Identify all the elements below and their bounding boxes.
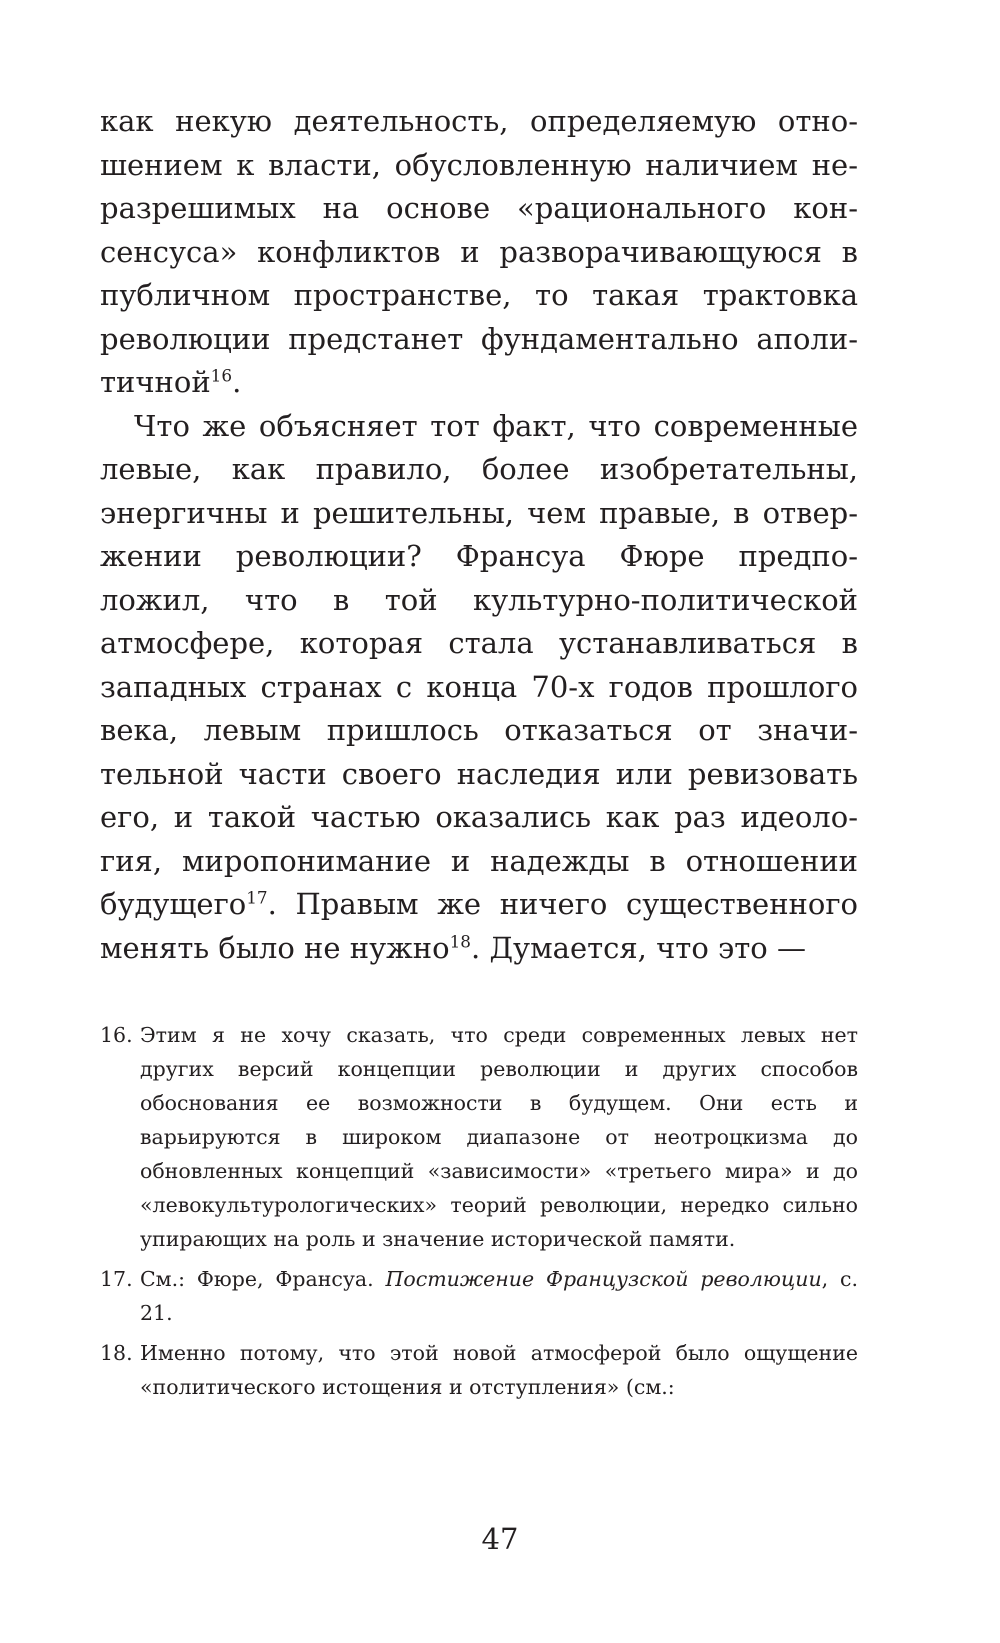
footnote-text: Этим я не хочу сказать, что среди современных левых нет других версий концепции революции и других способов обоснования ее возможности в будущем. Они есть и варьируются в широком диапазоне от неотроцкизма до обновленных концепций «зависимости» «третьего мира» и до «левокультурологических» теорий революции, нередко сильно упирающих на роль и значение исторической памяти. xyxy=(140,1023,858,1251)
page-number: 47 xyxy=(481,1522,519,1556)
page-body xyxy=(100,100,858,970)
footnote-text-before: См.: Фюре, Франсуа. xyxy=(140,1267,386,1291)
paragraph-1 xyxy=(100,100,858,405)
footnote-ref-17[interactable]: 17 xyxy=(246,887,268,908)
footnote-text-after: , с. 21. xyxy=(140,1267,859,1325)
footnote-number: 17. xyxy=(100,1267,133,1291)
footnote-number: 16. xyxy=(100,1023,133,1047)
footnote-number: 18. xyxy=(100,1341,133,1365)
footnote-18 xyxy=(100,1336,858,1404)
footnotes xyxy=(100,1018,858,1410)
paragraph-1-text: как некую деятельность, определяемую отношением к власти, обусловленную наличием неразрешимых на основе «рационального консенсуса» конфликтов и разворачивающуюся в публичном пространстве, то такая трактовка революции предстанет фундаментально аполитичной xyxy=(100,104,858,399)
footnote-17 xyxy=(100,1262,858,1330)
paragraph-2-part3: . Думается, что это — xyxy=(471,930,806,965)
footnote-ref-18[interactable]: 18 xyxy=(449,930,472,951)
paragraph-2-part2: . Правым же ничего существенного менять было не нужно xyxy=(100,887,858,965)
paragraph-1-tail: . xyxy=(232,365,242,399)
main-text xyxy=(100,100,858,970)
footnote-16 xyxy=(100,1018,858,1256)
footnote-ref-16[interactable]: 16 xyxy=(210,365,233,386)
footnote-text: Именно потому, что этой новой атмосферой было ощущение «политического истощения и отступления» (см.: xyxy=(140,1341,858,1399)
paragraph-2 xyxy=(100,405,858,971)
paragraph-2-part1: Что же объясняет тот факт, что современные левые, как правило, более изобретательны, энергичны и решительны, чем правые, в отвержении революции? Франсуа Фюре предположил, что в той культурно-политической атмосфере, которая стала устанавливаться в западных странах с конца 70-х годов прошлого века, левым пришлось отказаться от значительной части своего наследия или ревизовать его, и такой частью оказались как раз идеология, миропонимание и надежды в отношении будущего xyxy=(100,408,858,921)
footnote-book-title: Постижение Французской революции xyxy=(385,1267,822,1291)
